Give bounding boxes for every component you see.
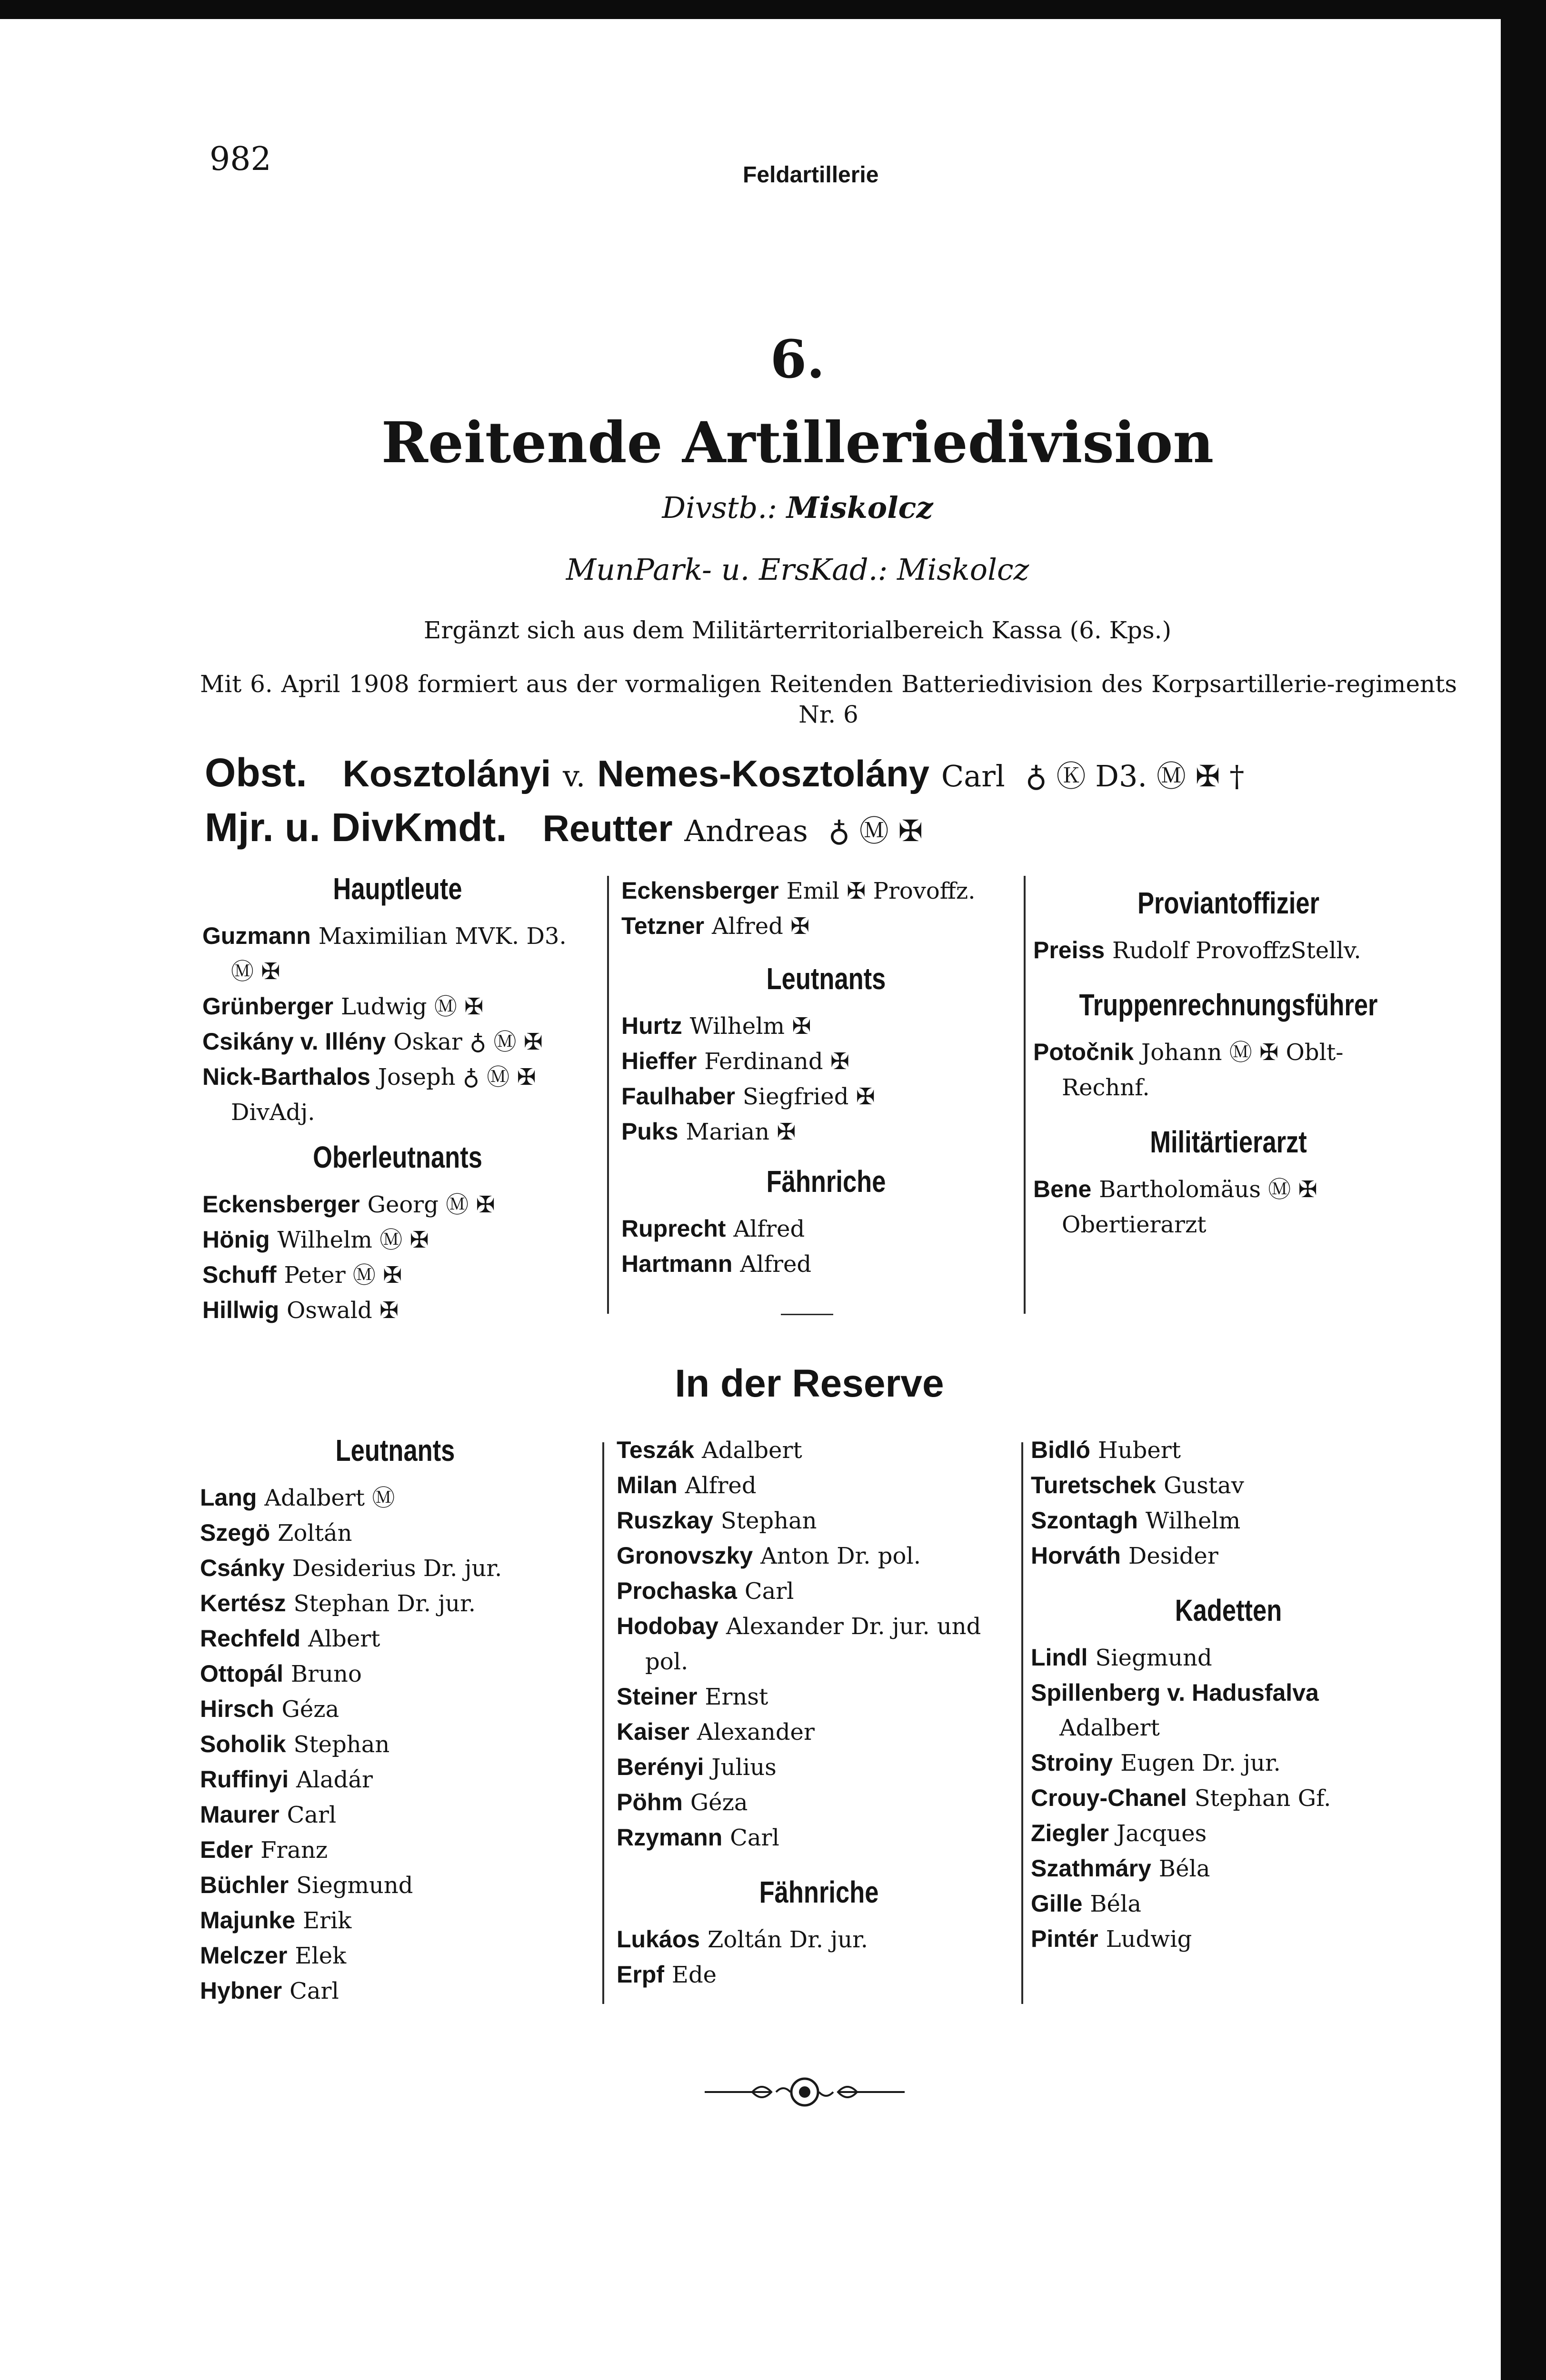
list-item: Ruszkay Stephan [617, 1507, 817, 1534]
list-item: Faulhaber Siegfried ✠ [621, 1083, 875, 1110]
list-item: Hartmann Alfred [621, 1250, 812, 1278]
garrison-line [95, 490, 1500, 525]
decorations-icon: ♁ Ⓜ ✠ [828, 813, 923, 848]
unit-title: Reitende Artilleriedivision [381, 409, 1214, 476]
column-divider [1024, 876, 1026, 1314]
list-item: Szathmáry Béla [1031, 1855, 1210, 1882]
list-item: Csánky Desiderius Dr. jur. [200, 1555, 502, 1582]
decorations-icon: ♁ Ⓚ D3. Ⓜ ✠ † [1025, 759, 1245, 793]
list-item: Guzmann Maximilian MVK. D3. Ⓜ ✠ [202, 922, 567, 985]
page-number: 982 [209, 140, 271, 178]
list-item: Stroiny Eugen Dr. jur. [1031, 1749, 1281, 1776]
commander-first-name: Carl [941, 759, 1005, 793]
column-divider [602, 1442, 604, 2004]
section-heading: Leutnants [766, 962, 886, 996]
commander-surname-2: Nemes-Kosztolány [597, 753, 930, 794]
list-item: Hodobay Alexander Dr. jur. und pol. [617, 1613, 981, 1675]
list-item: Maurer Carl [200, 1801, 337, 1828]
commander-particle: v. [563, 759, 586, 793]
list-item: Erpf Ede [617, 1961, 717, 1988]
list-item: Szontagh Wilhelm [1031, 1507, 1241, 1534]
list-item: Csikány v. Illény Oskar ♁ Ⓜ ✠ [202, 1028, 543, 1055]
list-item: Eckensberger Georg Ⓜ ✠ [202, 1191, 495, 1218]
list-item: Lindl Siegmund [1031, 1644, 1212, 1671]
list-item: Ottopál Bruno [200, 1660, 362, 1687]
running-head: Feldartillerie [743, 162, 879, 188]
list-item: Kaiser Alexander [617, 1718, 815, 1745]
formation-note: Mit 6. April 1908 formiert aus der vormaligen Reitenden Batteriedivision des Korpsartillerie-regiments Nr. 6 [200, 670, 1457, 728]
section-heading: Fähnriche [759, 1875, 879, 1909]
scan-border-top [0, 0, 1546, 19]
munpark-line: MunPark- u. ErsKad.: Miskolcz [566, 552, 1029, 587]
commander-rank: Mjr. u. DivKmdt. [205, 805, 507, 850]
list-item: Bidló Hubert [1031, 1437, 1181, 1464]
list-item: Ruprecht Alfred [621, 1215, 805, 1242]
section-heading: Leutnants [335, 1433, 455, 1468]
list-item: Szegö Zoltán [200, 1519, 352, 1547]
list-item: Prochaska Carl [617, 1577, 794, 1605]
list-item: Gronovszky Anton Dr. pol. [617, 1542, 921, 1569]
garrison-label: Divstb.: [662, 490, 777, 525]
commander-surname: Reutter [542, 807, 673, 849]
list-item: Crouy-Chanel Stephan Gf. [1031, 1785, 1331, 1812]
reserve-column-2 [617, 1433, 1021, 1993]
section-heading: Proviantoffizier [1137, 886, 1319, 920]
section-heading: Militärtierarzt [1150, 1125, 1307, 1159]
list-item: Büchler Siegmund [200, 1872, 413, 1899]
ergaenzung-line: Ergänzt sich aus dem Militärterritorialbereich Kassa (6. Kps.) [423, 616, 1172, 644]
section-heading: Oberleutnants [313, 1140, 482, 1174]
active-column-3 [1033, 885, 1424, 1242]
column-divider [607, 876, 609, 1314]
list-item: Spillenberg v. Hadusfalva Adalbert [1031, 1679, 1319, 1741]
garrison-place: Miskolcz [786, 490, 933, 525]
section-heading: Kadetten [1175, 1593, 1282, 1627]
list-item: Hurtz Wilhelm ✠ [621, 1012, 811, 1040]
list-item: Hönig Wilhelm Ⓜ ✠ [202, 1226, 429, 1253]
list-item: Milan Alfred [617, 1472, 757, 1499]
reserve-column-3 [1031, 1433, 1426, 1957]
commander-surname: Kosztolányi [342, 753, 551, 794]
commander-major [205, 804, 923, 851]
list-item: Lukáos Zoltán Dr. jur. [617, 1926, 868, 1953]
active-column-2 [621, 873, 1031, 1282]
list-item: Hirsch Géza [200, 1696, 339, 1723]
list-item: Schuff Peter Ⓜ ✠ [202, 1261, 402, 1289]
list-item: Ziegler Jacques [1031, 1820, 1207, 1847]
reserve-heading: In der Reserve [675, 1362, 944, 1405]
list-item: Puks Marian ✠ [621, 1118, 796, 1145]
list-item: Preiss Rudolf ProvoffzStellv. [1033, 937, 1361, 964]
active-column-1 [202, 871, 593, 1328]
section-heading: Truppenrechnungsführer [1079, 988, 1378, 1022]
list-item: Lang Adalbert Ⓜ [200, 1484, 395, 1511]
scan-border-right [1501, 0, 1546, 2380]
reserve-column-1 [200, 1433, 590, 2009]
list-item: Hybner Carl [200, 1977, 339, 2004]
list-item: Majunke Erik [200, 1907, 352, 1934]
list-item: Turetschek Gustav [1031, 1472, 1244, 1499]
list-item: Rzymann Carl [617, 1824, 779, 1851]
list-item: Pöhm Géza [617, 1789, 748, 1816]
list-item: Hillwig Oswald ✠ [202, 1297, 399, 1324]
list-item: Rechfeld Albert [200, 1625, 380, 1652]
list-item: Melczer Elek [200, 1942, 347, 1969]
list-item: Eder Franz [200, 1836, 328, 1864]
column-divider [1021, 1442, 1023, 2004]
commander-rank: Obst. [205, 750, 307, 795]
list-item: Ruffinyi Aladár [200, 1766, 373, 1793]
list-item: Bene Bartholomäus Ⓜ ✠ Obertierarzt [1033, 1176, 1317, 1238]
list-item: Grünberger Ludwig Ⓜ ✠ [202, 993, 484, 1020]
list-item: Pintér Ludwig [1031, 1925, 1192, 1953]
list-item: Gille Béla [1031, 1890, 1141, 1917]
short-rule [781, 1314, 833, 1315]
list-item: Potočnik Johann Ⓜ ✠ Oblt-Rechnf. [1033, 1039, 1344, 1101]
list-item: Hieffer Ferdinand ✠ [621, 1048, 850, 1075]
list-item: Kertész Stephan Dr. jur. [200, 1590, 476, 1617]
list-item: Horváth Desider [1031, 1542, 1218, 1569]
list-item: Tetzner Alfred ✠ [621, 912, 810, 940]
list-item: Berényi Julius [617, 1754, 777, 1781]
list-item: Nick-Barthalos Joseph ♁ Ⓜ ✠ DivAdj. [202, 1063, 536, 1126]
list-item: Teszák Adalbert [617, 1437, 802, 1464]
section-heading: Hauptleute [333, 872, 462, 906]
list-item: Steiner Ernst [617, 1683, 768, 1710]
unit-number: 6. [770, 328, 825, 390]
end-ornament-icon [700, 2075, 909, 2109]
commander-colonel [205, 750, 1244, 796]
list-item: Soholik Stephan [200, 1731, 390, 1758]
commander-first-name: Andreas [684, 813, 808, 848]
section-heading: Fähnriche [766, 1164, 886, 1199]
list-item: Eckensberger Emil ✠ Provoffz. [621, 877, 976, 904]
